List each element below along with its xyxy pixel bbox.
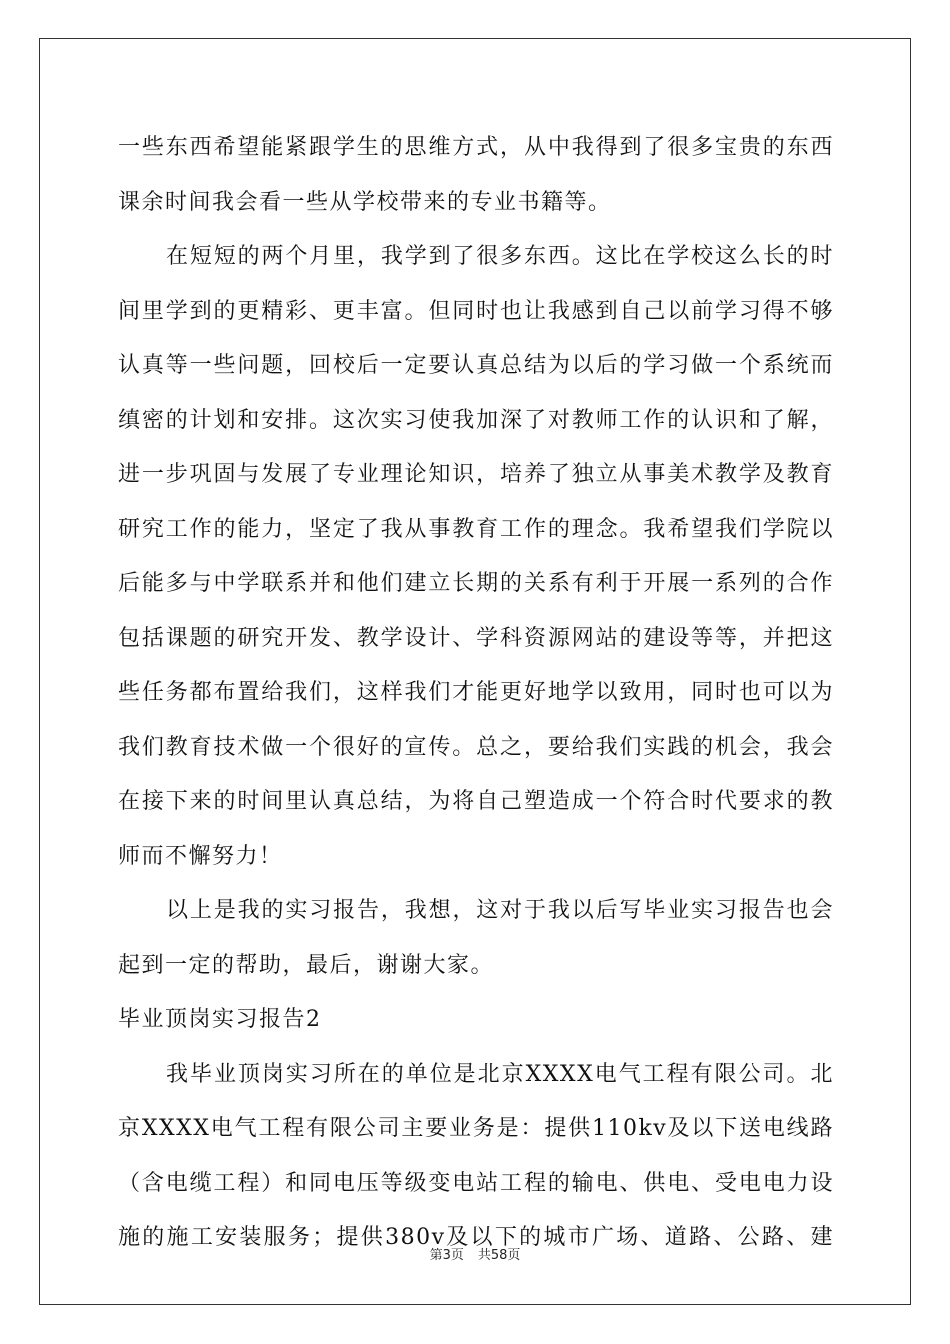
text-line: （含电缆工程）和同电压等级变电站工程的输电、供电、受电电力设 (118, 1170, 834, 1196)
paragraph-start-line: 我毕业顶岗实习所在的单位是北京XXXX电气工程有限公司。北 (166, 1061, 834, 1087)
page-footer (0, 1244, 950, 1263)
text-line: 认真等一些问题，回校后一定要认真总结为以后的学习做一个系统而 (118, 353, 834, 378)
text-line: 师而不懈努力！ (118, 843, 283, 869)
text-line: 起到一定的帮助，最后，谢谢大家。 (118, 952, 495, 978)
paragraph-start-line: 在短短的两个月里，我学到了很多东西。这比在学校这么长的时 (166, 244, 834, 269)
text-line: 在接下来的时间里认真总结，为将自己塑造成一个符合时代要求的教 (118, 789, 834, 814)
text-line: 研究工作的能力，坚定了我从事教育工作的理念。我希望我们学院以 (118, 516, 834, 542)
text-line: 缜密的计划和安排。这次实习使我加深了对教师工作的认识和了解， (118, 407, 834, 433)
page-total: 共58页 (477, 1248, 521, 1263)
text-line: 包括课题的研究开发、教学设计、学科资源网站的建设等等，并把这 (118, 625, 834, 651)
text-line: 京XXXX电气工程有限公司主要业务是：提供110kv及以下送电线路 (118, 1116, 834, 1141)
text-line: 我们教育技术做一个很好的宣传。总之，要给我们实践的机会，我会 (118, 734, 834, 760)
text-line: 进一步巩固与发展了专业理论知识，培养了独立从事美术教学及教育 (118, 462, 834, 487)
text-line: 施的施工安装服务；提供380v及以下的城市广场、道路、公路、建 (118, 1225, 834, 1250)
text-line: 课余时间我会看一些从学校带来的专业书籍等。 (118, 189, 612, 215)
text-line: 些任务都布置给我们，这样我们才能更好地学以致用，同时也可以为 (118, 680, 834, 705)
paragraph-start-line: 以上是我的实习报告，我想，这对于我以后写毕业实习报告也会 (166, 898, 834, 923)
page-number: 第3页 (429, 1248, 464, 1263)
text-line: 一些东西希望能紧跟学生的思维方式，从中我得到了很多宝贵的东西 (118, 135, 834, 160)
section-heading: 毕业顶岗实习报告2 (118, 1007, 322, 1032)
text-line: 间里学到的更精彩、更丰富。但同时也让我感到自己以前学习得不够 (118, 298, 834, 324)
text-line: 后能多与中学联系并和他们建立长期的关系有利于开展一系列的合作 (118, 571, 834, 596)
document-body (118, 126, 834, 1271)
